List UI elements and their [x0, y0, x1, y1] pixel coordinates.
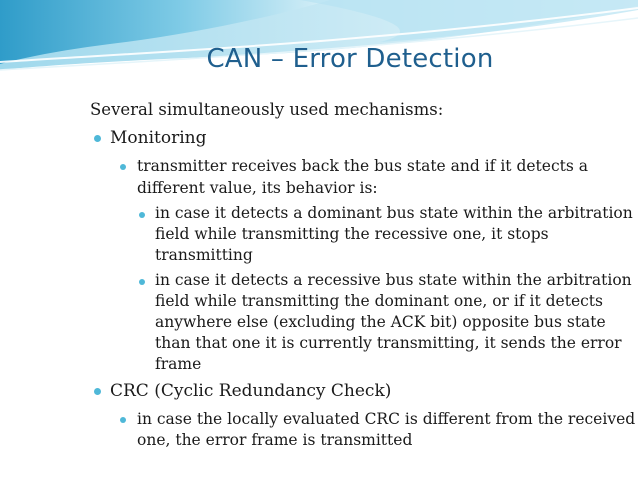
bullet-icon — [139, 212, 145, 218]
list-item-text: field while transmitting the recessive one, it stops — [155, 225, 549, 243]
list-item-text: one, the error frame is transmitted — [137, 431, 413, 449]
list-item-text: transmitter receives back the bus state and if it detects a — [137, 157, 588, 175]
bullet-icon — [120, 417, 126, 423]
list-item-text: frame — [155, 355, 202, 373]
list-item-text: transmitting — [155, 246, 253, 264]
bullet-icon — [94, 388, 101, 395]
list-item-crc: CRC (Cyclic Redundancy Check) — [110, 381, 392, 401]
bullet-icon — [94, 135, 101, 142]
list-item-text: than that one it is currently transmitting, it sends the error — [155, 334, 622, 352]
list-item-text: anywhere else (excluding the ACK bit) opposite bus state — [155, 313, 606, 331]
bullet-icon — [139, 279, 145, 285]
slide-title: CAN – Error Detection — [206, 44, 494, 74]
list-item-text: field while transmitting the dominant one, or if it detects — [155, 292, 603, 310]
bullet-icon — [120, 164, 126, 170]
intro-text: Several simultaneously used mechanisms: — [90, 100, 444, 119]
list-item-monitoring: Monitoring — [110, 128, 207, 148]
list-item-text: in case the locally evaluated CRC is different from the received — [137, 410, 636, 428]
list-item-text: in case it detects a recessive bus state within the arbitration — [155, 271, 632, 289]
list-item-text: in case it detects a dominant bus state within the arbitration — [155, 204, 633, 222]
list-item-text: different value, its behavior is: — [137, 179, 378, 197]
